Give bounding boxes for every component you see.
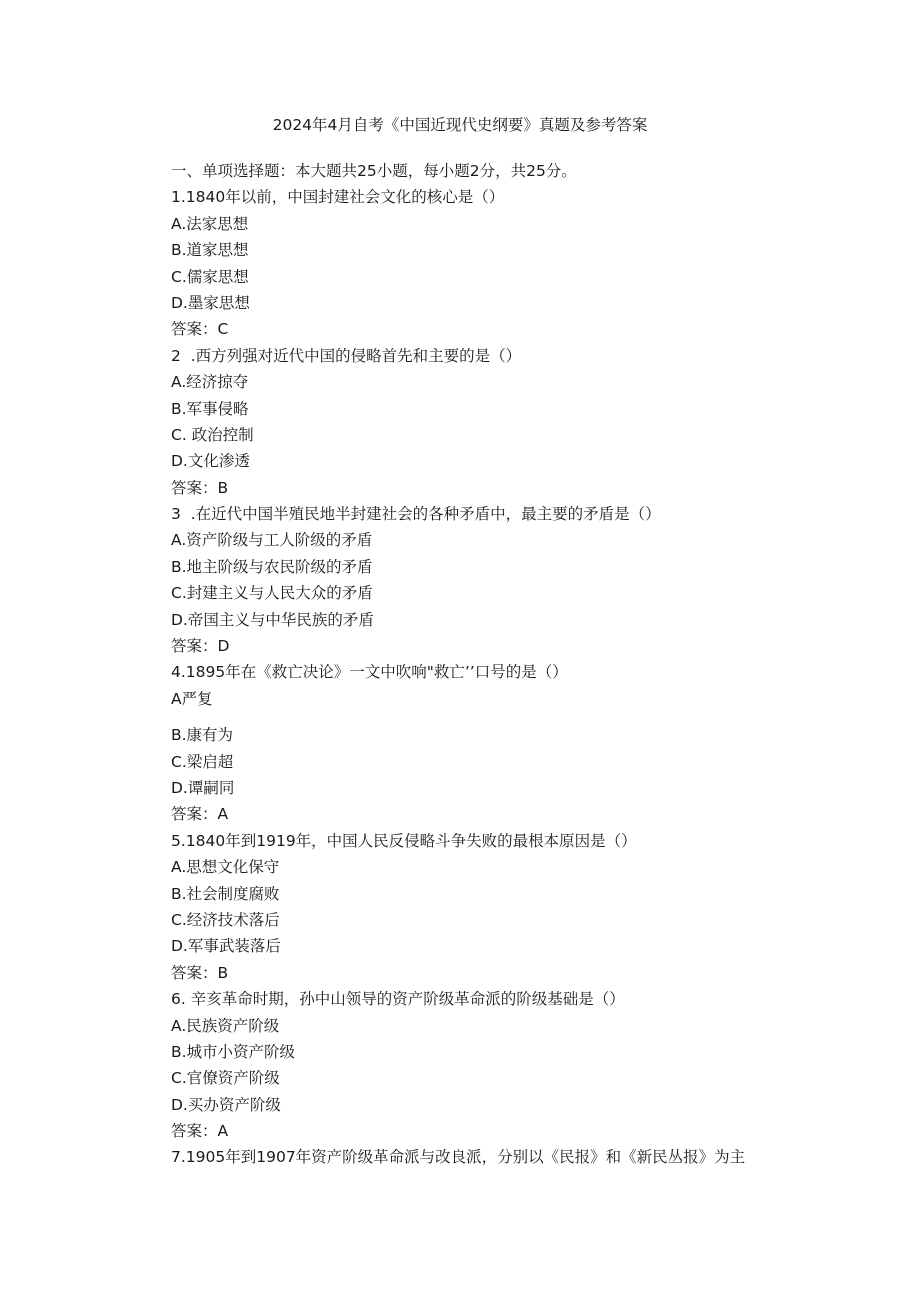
- document-title: 2024年4月自考《中国近现代史纲要》真题及参考答案: [272, 116, 648, 134]
- question-6-option-a: A.民族资产阶级: [171, 1016, 280, 1035]
- question-3-option-d: D.帝国主义与中华民族的矛盾: [171, 610, 374, 629]
- question-1-stem: 1.1840年以前，中国封建社会文化的核心是（）: [171, 188, 505, 207]
- question-2-stem: 2 .西方列强对近代中国的侵略首先和主要的是（）: [171, 346, 522, 365]
- question-5-option-b: B.社会制度腐败: [171, 884, 280, 903]
- question-4-option-c: C.梁启超: [171, 752, 234, 771]
- question-4-option-a: A严复: [171, 689, 213, 708]
- question-1-option-b: B.道家思想: [171, 241, 249, 260]
- question-4-option-b: B.康有为: [171, 726, 234, 745]
- question-5-option-c: C.经济技术落后: [171, 910, 280, 929]
- question-4-stem: 4.1895年在《救亡决论》一文中吹响"救亡’’口号的是（）: [171, 663, 568, 682]
- question-4-option-d: D.谭嗣同: [171, 778, 235, 797]
- question-6-option-c: C.官僚资产阶级: [171, 1069, 280, 1088]
- question-3-option-b: B.地主阶级与农民阶级的矛盾: [171, 557, 373, 576]
- question-3-option-a: A.资产阶级与工人阶级的矛盾: [171, 531, 373, 550]
- question-5-stem: 5.1840年到1919年，中国人民反侵略斗争失败的最根本原因是（）: [171, 831, 637, 850]
- question-2-option-b: B.军事侵略: [171, 399, 249, 418]
- question-1-option-a: A.法家思想: [171, 214, 249, 233]
- question-2-option-a: A.经济掠夺: [171, 373, 249, 392]
- question-3-answer: 答案：D: [171, 637, 230, 656]
- question-2-option-d: D.文化渗透: [171, 452, 250, 471]
- question-4-answer: 答案：A: [171, 805, 229, 824]
- question-5-answer: 答案：B: [171, 963, 229, 982]
- question-7-stem: 7.1905年到1907年资产阶级革命派与改良派，分别以《民报》和《新民丛报》为主: [171, 1148, 746, 1167]
- question-5-option-d: D.军事武装落后: [171, 937, 281, 956]
- question-1-option-c: C.儒家思想: [171, 267, 249, 286]
- question-2-answer: 答案：B: [171, 478, 229, 497]
- question-3-stem: 3 .在近代中国半殖民地半封建社会的各种矛盾中，最主要的矛盾是（）: [171, 505, 661, 524]
- question-1-option-d: D.墨家思想: [171, 293, 250, 312]
- question-3-option-c: C.封建主义与人民大众的矛盾: [171, 584, 373, 603]
- question-6-option-d: D.买办资产阶级: [171, 1095, 281, 1114]
- document-body: [171, 158, 811, 1171]
- question-6-answer: 答案：A: [171, 1122, 229, 1141]
- question-6-option-b: B.城市小资产阶级: [171, 1042, 296, 1061]
- question-6-stem: 6. 辛亥革命时期，孙中山领导的资产阶级革命派的阶级基础是（）: [171, 990, 625, 1009]
- section-heading: 一、单项选择题：本大题共25小题，每小题2分，共25分。: [171, 162, 577, 180]
- question-1-answer: 答案：C: [171, 320, 229, 339]
- question-5-option-a: A.思想文化保守: [171, 858, 280, 877]
- question-2-option-c: C. 政治控制: [171, 425, 254, 444]
